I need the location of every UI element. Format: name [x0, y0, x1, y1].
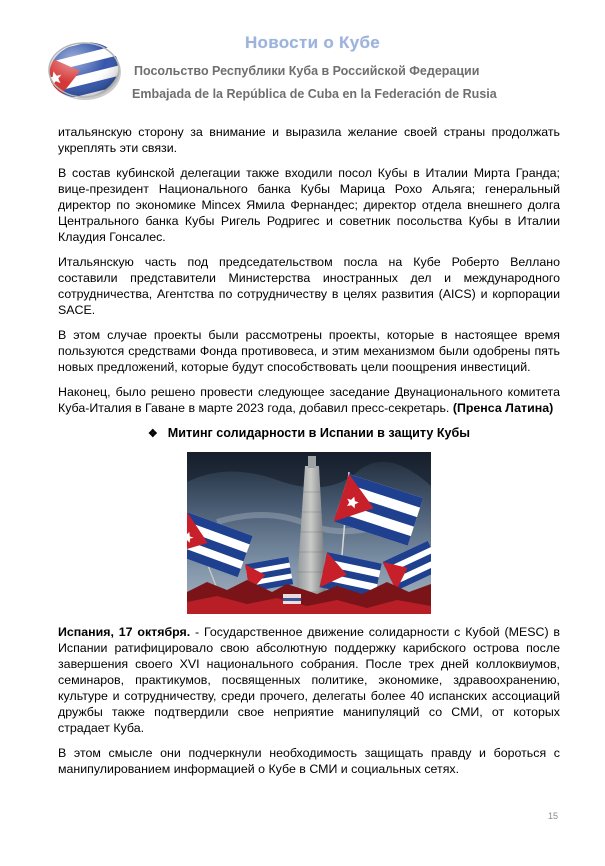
section-heading — [58, 425, 560, 442]
page-number: 15 — [548, 811, 559, 821]
article-text: - Государственное движение солидарности с Кубой (MESC) в Испании ратифицировало свою абсолютную поддержку карибского острова после завершения своего XVI национального собрания. После трех дней коллоквиумов, семинаров, практикумов, посвященных политике, экономике, здравоохранению, культуре и сотрудничеству, среди прочего, делегаты более 40 испанских ассоциаций дружбы также подтвердили свое неприятие манипуляций со СМИ, от которых страдает Куба. — [58, 625, 560, 735]
article-paragraph — [58, 624, 560, 736]
newsletter-title: Новости о Кубе — [244, 33, 381, 52]
diamond-bullet-icon: ❖ — [147, 428, 158, 440]
paragraph: В этом случае проекты были рассмотрены проекты, которые в настоящее время пользуются средствами Фонда противовеса, и этим механизмом были одобрены пять новых предложений, которые будут способствовать цели поощрения инвестиций. — [58, 328, 560, 374]
rally-photo — [187, 452, 431, 614]
paragraph: Итальянскую часть под председательством посла на Кубе Роберто Веллано составили представители Министерства иностранных дел и международного сотрудничества, Агентства по сотрудничеству в целях развития (AICS) и корпорации SACE. — [58, 255, 560, 317]
news-source: (Пренса Латина) — [452, 401, 554, 415]
paragraph: итальянскую сторону за внимание и выразила желание своей страны продолжать укреплять эти связи. — [58, 125, 560, 155]
article-paragraph: В этом смысле они подчеркнули необходимость защищать правду и бороться с манипулированием информацией о Кубе в СМИ и социальных сетях. — [58, 746, 560, 776]
page-header — [0, 0, 605, 120]
embassy-name-ru: Посольство Республики Куба в Российской Федерации — [134, 64, 480, 78]
embassy-name-es: Embajada de la República de Cuba en la Federación de Rusia — [132, 87, 497, 101]
article-dateline: Испания, 17 октября. — [58, 625, 191, 639]
section-heading-text: Митинг солидарности в Испании в защиту Кубы — [167, 426, 471, 440]
photo-container — [58, 452, 560, 614]
paragraph: В состав кубинской делегации также входили посол Кубы в Италии Мирта Гранда; вице-президент Национального банка Кубы Марица Рохо Альяга; генеральный директор по экономике Mincex Ямила Фернандес; директор отдела внешнего долга Центрального банка Кубы Ригель Родригес и советник посольства Кубы в Италии Клаудия Гонсалес. — [58, 166, 560, 244]
paragraph-text: Наконец, было решено провести следующее заседание Двунационального комитета Куба-Италия в Гаване в марте 2023 года, добавил пресс-секретарь. — [58, 385, 560, 415]
paragraph — [58, 384, 560, 416]
page-content — [58, 124, 560, 786]
